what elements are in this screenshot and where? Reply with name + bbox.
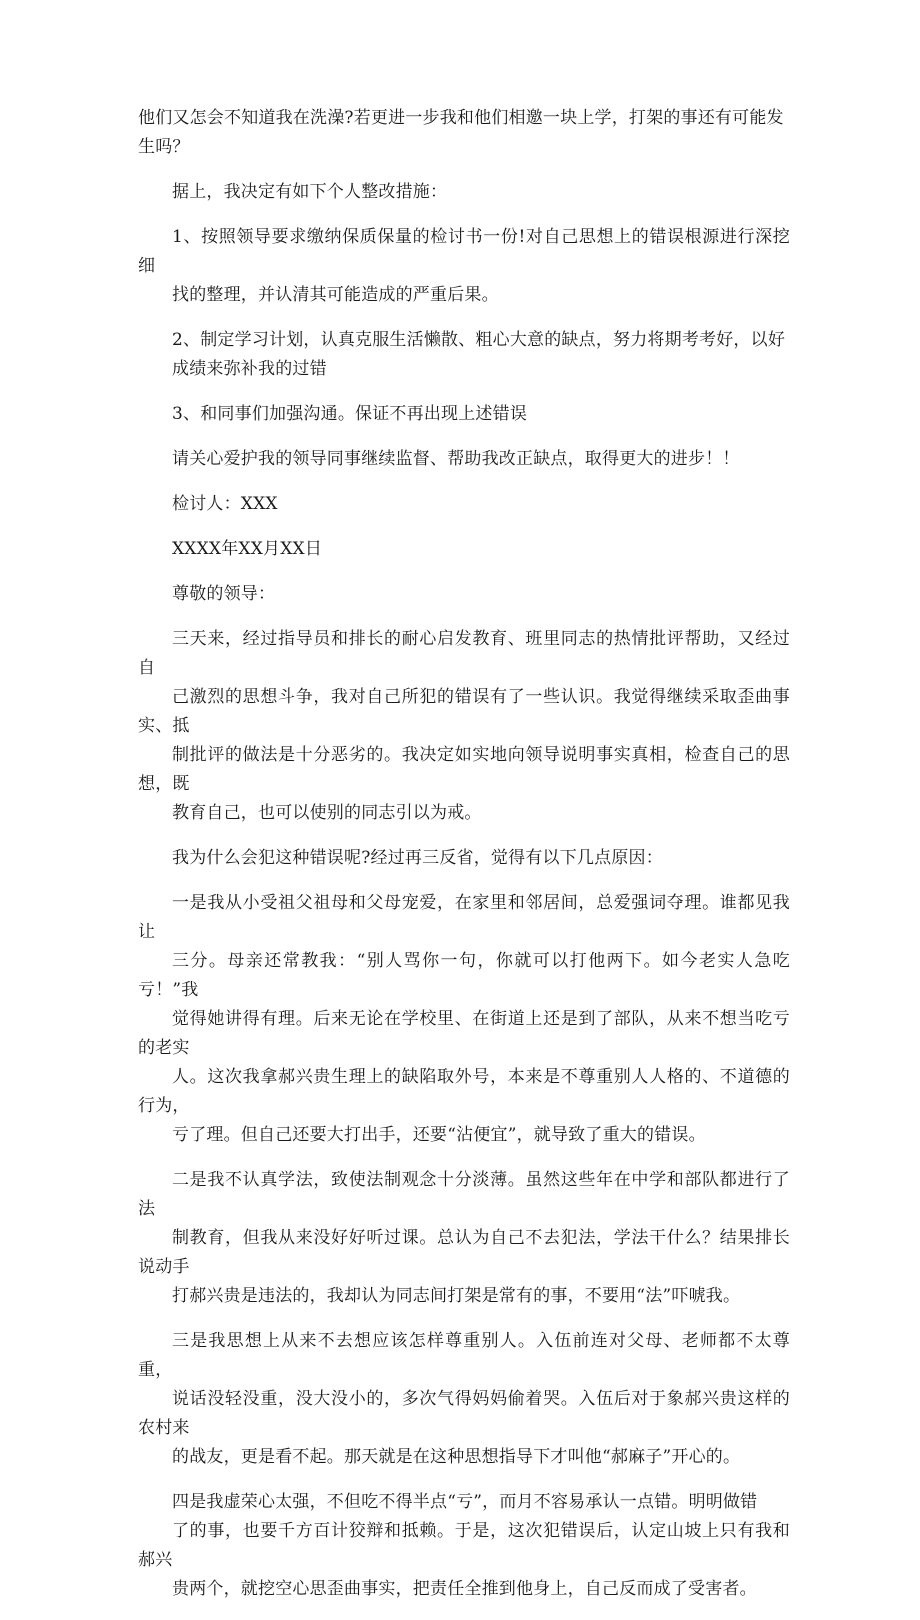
text-line: 亏了理。但自己还要大打出手，还要“沾便宜”，就导致了重大的错误。 xyxy=(172,1125,706,1145)
text-line: 说话没轻没重，没大没小的，多次气得妈妈偷着哭。入伍后对于象郝兴贵这样的农村来 xyxy=(138,1389,790,1438)
text-line: 人。这次我拿郝兴贵生理上的缺陷取外号，本来是不尊重别人人格的、不道德的行为， xyxy=(138,1067,790,1116)
text-line: 制教育，但我从来没好好听过课。总认为自己不去犯法，学法干什么？结果排长说动手 xyxy=(138,1228,790,1277)
text-line: 贵两个，就挖空心思歪曲事实，把责任全推到他身上，自己反而成了受害者。 xyxy=(172,1579,757,1599)
document-page xyxy=(138,104,790,1620)
signature-line xyxy=(138,490,790,519)
paragraph-reason-4 xyxy=(138,1488,790,1604)
paragraph-measures-intro xyxy=(138,178,790,207)
text-line: XXXX年XX月XX日 xyxy=(172,539,323,559)
text-line: 尊敬的领导： xyxy=(172,584,276,604)
text-line: 据上，我决定有如下个人整改措施： xyxy=(172,182,448,202)
text-line: 了的事，也要千方百计狡辩和抵赖。于是，这次犯错误后，认定山坡上只有我和郝兴 xyxy=(138,1521,790,1570)
text-line: 2、制定学习计划，认真克服生活懒散、粗心大意的缺点，努力将期考考好，以好 xyxy=(172,330,786,350)
text-line: 制批评的做法是十分恶劣的。我决定如实地向领导说明事实真相，检查自己的思想，既 xyxy=(138,745,790,794)
text-line: 生吗？ xyxy=(138,137,190,157)
paragraph-reasons-intro xyxy=(138,844,790,873)
text-line: 请关心爱护我的领导同事继续监督、帮助我改正缺点，取得更大的进步！！ xyxy=(172,449,740,469)
date-line xyxy=(138,535,790,564)
paragraph-measure-3 xyxy=(138,400,790,429)
paragraph-measure-2 xyxy=(138,326,790,384)
paragraph-reason-3 xyxy=(138,1327,790,1472)
paragraph-reflection xyxy=(138,625,790,828)
paragraph-continuation xyxy=(138,104,790,162)
text-line: 3、和同事们加强沟通。保证不再出现上述错误 xyxy=(172,404,528,424)
text-line: 二是我不认真学法，致使法制观念十分淡薄。虽然这些年在中学和部队都进行了法 xyxy=(138,1170,790,1219)
text-line: 己激烈的思想斗争，我对自己所犯的错误有了一些认识。我觉得继续采取歪曲事实、抵 xyxy=(138,687,790,736)
text-line: 四是我虚荣心太强，不但吃不得半点“亏”，而月不容易承认一点错。明明做错 xyxy=(172,1492,758,1512)
paragraph-request xyxy=(138,445,790,474)
text-line: 觉得她讲得有理。后来无论在学校里、在街道上还是到了部队，从来不想当吃亏的老实 xyxy=(138,1009,790,1058)
paragraph-measure-1 xyxy=(138,223,790,310)
text-line: 一是我从小受祖父祖母和父母宠爱，在家里和邻居间，总爱强词夺理。谁都见我让 xyxy=(138,893,790,942)
text-line: 我为什么会犯这种错误呢?经过再三反省，觉得有以下几点原因： xyxy=(172,848,663,868)
text-line: 教育自己，也可以使别的同志引以为戒。 xyxy=(172,803,482,823)
text-line: 检讨人：XXX xyxy=(172,494,278,514)
text-line: 找的整理，并认清其可能造成的严重后果。 xyxy=(172,285,499,305)
text-line: 他们又怎会不知道我在洗澡?若更进一步我和他们相邀一块上学，打架的事还有可能发 xyxy=(138,108,784,128)
salutation xyxy=(138,580,790,609)
text-line: 的战友，更是看不起。那天就是在这种思想指导下才叫他“郝麻子”开心的。 xyxy=(172,1447,741,1467)
text-line: 三天来，经过指导员和排长的耐心启发教育、班里同志的热情批评帮助，又经过自 xyxy=(138,629,790,678)
paragraph-reason-2 xyxy=(138,1166,790,1311)
text-line: 打郝兴贵是违法的，我却认为同志间打架是常有的事，不要用“法”吓唬我。 xyxy=(172,1286,741,1306)
text-line: 成绩来弥补我的过错 xyxy=(172,359,327,379)
text-line: 三分。母亲还常教我：“别人骂你一句，你就可以打他两下。如今老实人急吃亏！”我 xyxy=(138,951,790,1000)
paragraph-reason-1 xyxy=(138,889,790,1150)
text-line: 1、按照领导要求缴纳保质保量的检讨书一份!对自己思想上的错误根源进行深挖细 xyxy=(138,227,790,276)
text-line: 三是我思想上从来不去想应该怎样尊重别人。入伍前连对父母、老师都不太尊重， xyxy=(138,1331,790,1380)
